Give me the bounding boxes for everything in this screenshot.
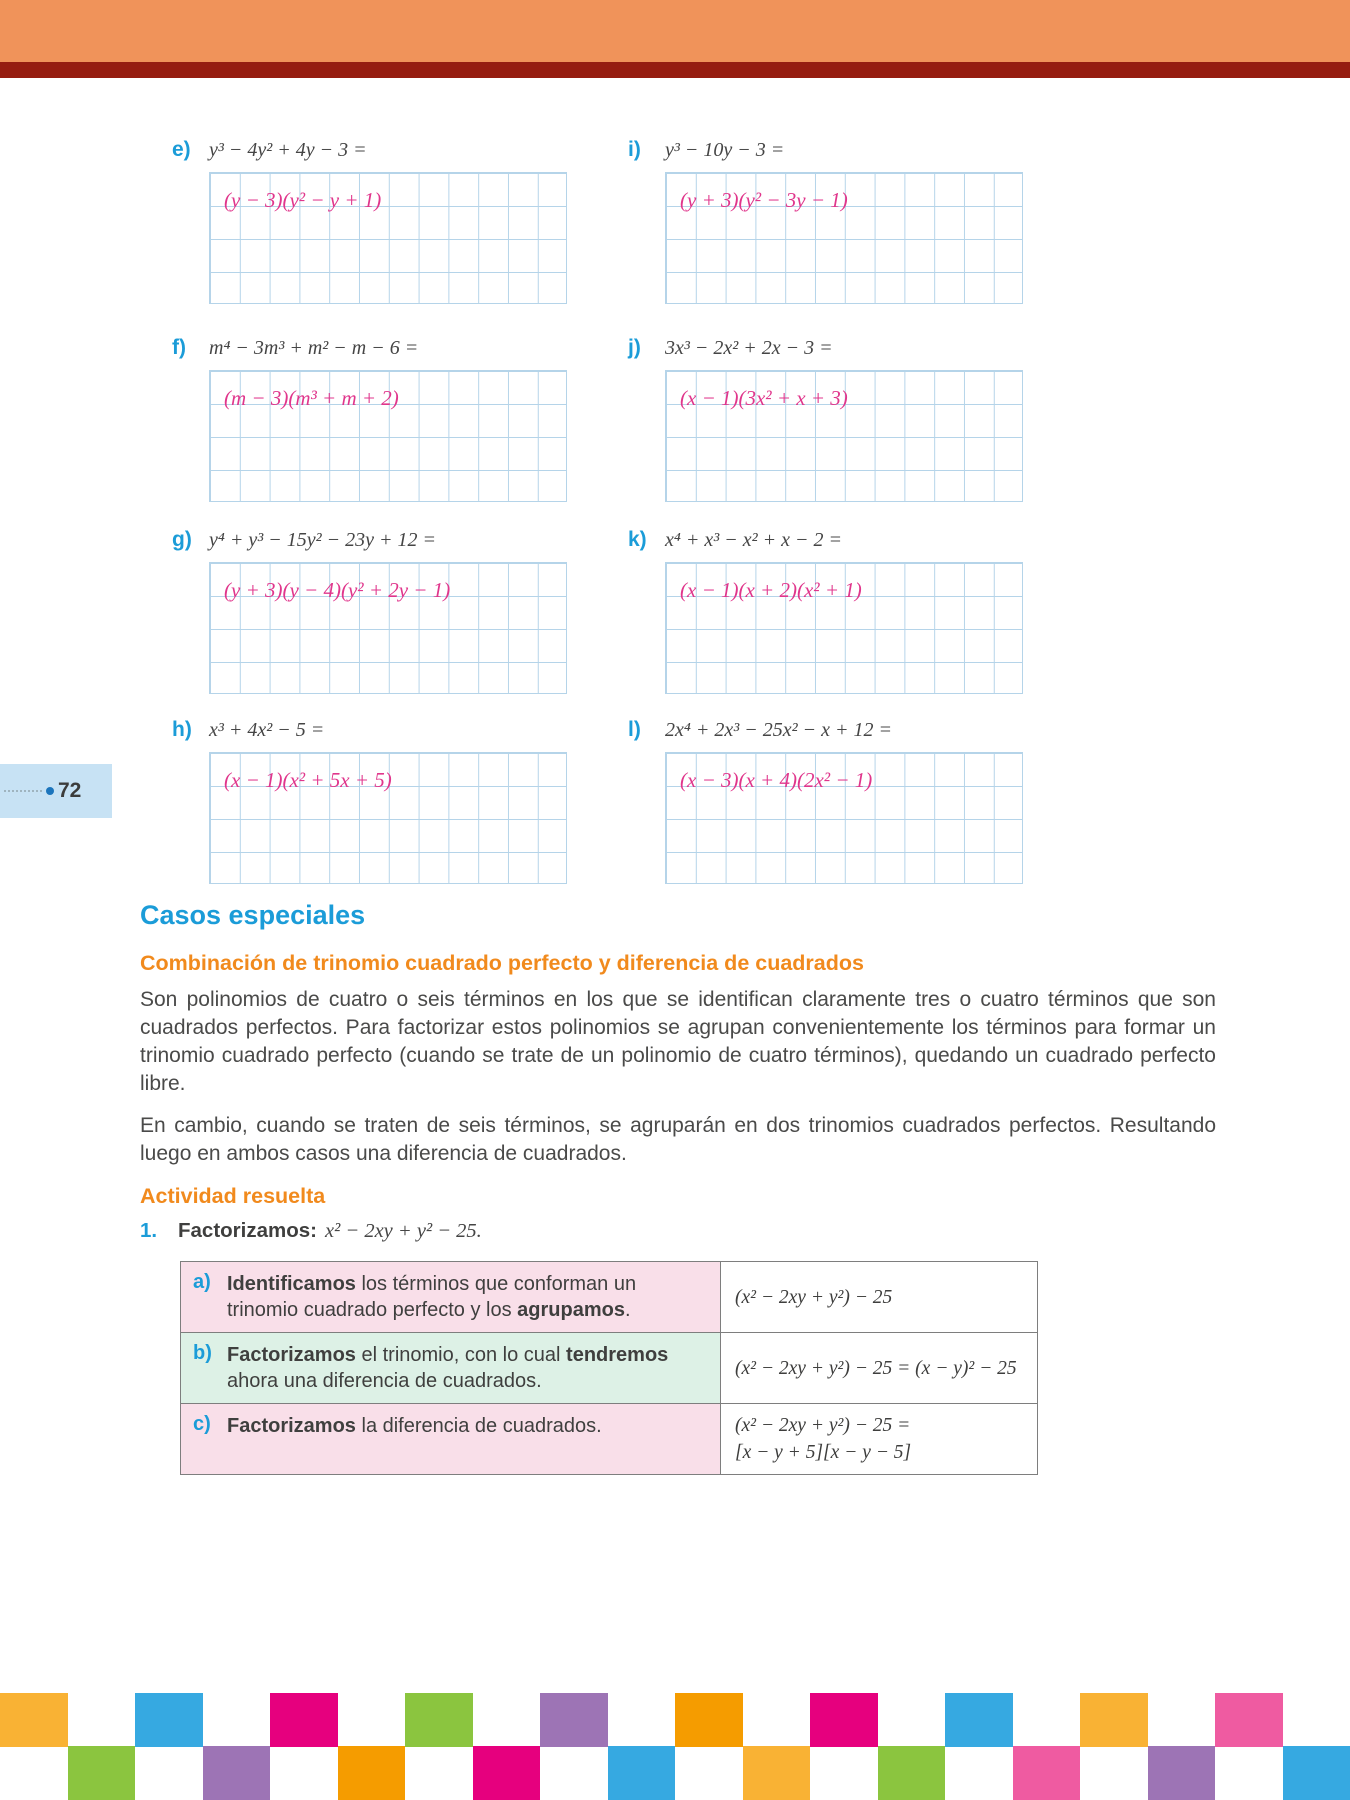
step-result-line: (x² − 2xy + y²) − 25 = xyxy=(735,1415,911,1436)
solution-row-a xyxy=(181,1262,1037,1333)
footer-color-block xyxy=(1215,1693,1283,1747)
footer-color-block xyxy=(675,1693,743,1747)
exercise-label: i) xyxy=(628,138,641,161)
exercise-problem: x⁴ + x³ − x² + x − 2 = xyxy=(665,529,842,551)
exercise-f xyxy=(172,336,592,502)
footer-color-block xyxy=(473,1746,541,1800)
step-description: Factorizamos la diferencia de cuadrados. xyxy=(227,1415,602,1437)
answer-grid xyxy=(209,370,567,502)
step-label: a) xyxy=(193,1271,211,1293)
footer-color-block xyxy=(338,1746,406,1800)
step-result-cell xyxy=(721,1333,1037,1403)
exercise-problem: y⁴ + y³ − 15y² − 23y + 12 = xyxy=(209,529,436,551)
footer-color-block xyxy=(1013,1746,1081,1800)
section-subtitle: Combinación de trinomio cuadrado perfecto y diferencia de cuadrados xyxy=(140,951,864,975)
answer-grid xyxy=(665,752,1023,884)
step-result-line: (x² − 2xy + y²) − 25 = (x − y)² − 25 xyxy=(735,1357,1017,1379)
item-expression: x² − 2xy + y² − 25. xyxy=(324,1220,482,1242)
footer-color-block xyxy=(1080,1693,1148,1747)
step-description-cell xyxy=(181,1333,721,1403)
footer-color-block xyxy=(135,1693,203,1747)
exercise-answer: (x − 3)(x + 4)(2x² − 1) xyxy=(680,768,873,792)
exercise-label: k) xyxy=(628,528,647,551)
solution-table xyxy=(180,1261,1038,1475)
step-label: b) xyxy=(193,1342,212,1364)
solution-row-c xyxy=(181,1404,1037,1474)
exercise-problem: y³ − 4y² + 4y − 3 = xyxy=(209,139,367,161)
exercise-label: j) xyxy=(628,336,641,359)
exercise-l xyxy=(628,718,1048,884)
exercise-answer: (x − 1)(x² + 5x + 5) xyxy=(224,768,392,792)
exercise-problem: 2x⁴ + 2x³ − 25x² − x + 12 = xyxy=(665,719,892,741)
footer-color-block xyxy=(1148,1746,1216,1800)
step-result-cell xyxy=(721,1404,1037,1474)
exercise-answer: (y + 3)(y² − 3y − 1) xyxy=(680,188,848,212)
exercise-k xyxy=(628,528,1048,694)
footer-color-block xyxy=(810,1693,878,1747)
exercise-problem: 3x³ − 2x² + 2x − 3 = xyxy=(665,337,833,359)
exercise-label: g) xyxy=(172,528,192,551)
header-maroon-stripe xyxy=(0,62,1350,78)
footer-color-block xyxy=(878,1746,946,1800)
step-label: c) xyxy=(193,1413,211,1435)
exercise-label: f) xyxy=(172,336,186,359)
footer-color-block xyxy=(203,1746,271,1800)
answer-grid xyxy=(209,562,567,694)
step-result-cell xyxy=(721,1262,1037,1332)
activity-item-1 xyxy=(140,1219,1216,1243)
step-result-line: [x − y + 5][x − y − 5] xyxy=(735,1442,912,1463)
footer-color-block xyxy=(270,1693,338,1747)
footer-color-block xyxy=(0,1693,68,1747)
exercise-answer: (m − 3)(m³ + m + 2) xyxy=(224,386,399,410)
exercise-j xyxy=(628,336,1048,502)
item-number: 1. xyxy=(140,1219,158,1242)
exercise-problem: m⁴ − 3m³ + m² − m − 6 = xyxy=(209,337,419,359)
step-description: Factorizamos el trinomio, con lo cual tendremos ahora una diferencia de cuadrados. xyxy=(227,1344,669,1392)
bullet-dot-icon xyxy=(46,787,54,795)
footer-blocks xyxy=(0,1693,1350,1800)
item-label: Factorizamos: xyxy=(178,1219,317,1242)
footer-color-block xyxy=(540,1693,608,1747)
main-content xyxy=(140,900,1216,1475)
header-orange-bar xyxy=(0,0,1350,62)
exercise-h xyxy=(172,718,592,884)
step-description-cell xyxy=(181,1262,721,1332)
answer-grid xyxy=(665,172,1023,304)
answer-grid xyxy=(665,370,1023,502)
footer-color-block xyxy=(68,1746,136,1800)
page-number-badge xyxy=(0,764,112,818)
footer-color-block xyxy=(608,1746,676,1800)
step-result-line: (x² − 2xy + y²) − 25 xyxy=(735,1286,893,1308)
dotted-leader xyxy=(4,790,42,792)
page-number: 72 xyxy=(58,779,82,802)
exercise-problem: x³ + 4x² − 5 = xyxy=(209,719,325,741)
exercise-label: h) xyxy=(172,718,192,741)
exercise-answer: (y + 3)(y − 4)(y² + 2y − 1) xyxy=(224,578,451,602)
activity-title: Actividad resuelta xyxy=(140,1184,326,1208)
answer-grid xyxy=(209,172,567,304)
step-description: Identificamos los términos que conforman un trinomio cuadrado perfecto y los agrupamos. xyxy=(227,1273,637,1321)
exercise-g xyxy=(172,528,592,694)
footer-color-block xyxy=(743,1746,811,1800)
footer-color-block xyxy=(945,1693,1013,1747)
answer-grid xyxy=(665,562,1023,694)
exercise-problem: y³ − 10y − 3 = xyxy=(665,139,785,161)
exercise-answer: (y − 3)(y² − y + 1) xyxy=(224,188,382,212)
step-description-cell xyxy=(181,1404,721,1474)
answer-grid xyxy=(209,752,567,884)
paragraph-1: Son polinomios de cuatro o seis términos en los que se identifican claramente tres o cuatro términos que son cuadrados perfectos. Para factorizar estos polinomios se agrupan convenientemente los términos para formar un trinomio cuadrado perfecto (cuando se trate de un polinomio de cuatro términos), quedando un cuadrado perfecto libre. xyxy=(140,988,1216,1095)
footer-color-block xyxy=(405,1693,473,1747)
exercise-label: e) xyxy=(172,138,191,161)
paragraph-2: En cambio, cuando se traten de seis términos, se agruparán en dos trinomios cuadrados perfectos. Resultando luego en ambos casos una diferencia de cuadrados. xyxy=(140,1114,1216,1165)
exercise-i xyxy=(628,138,1048,304)
section-title: Casos especiales xyxy=(140,900,366,930)
exercise-label: l) xyxy=(628,718,641,741)
solution-row-b xyxy=(181,1333,1037,1404)
footer-color-block xyxy=(1283,1746,1350,1800)
exercise-answer: (x − 1)(x + 2)(x² + 1) xyxy=(680,578,862,602)
exercise-e xyxy=(172,138,592,304)
exercise-answer: (x − 1)(3x² + x + 3) xyxy=(680,386,848,410)
